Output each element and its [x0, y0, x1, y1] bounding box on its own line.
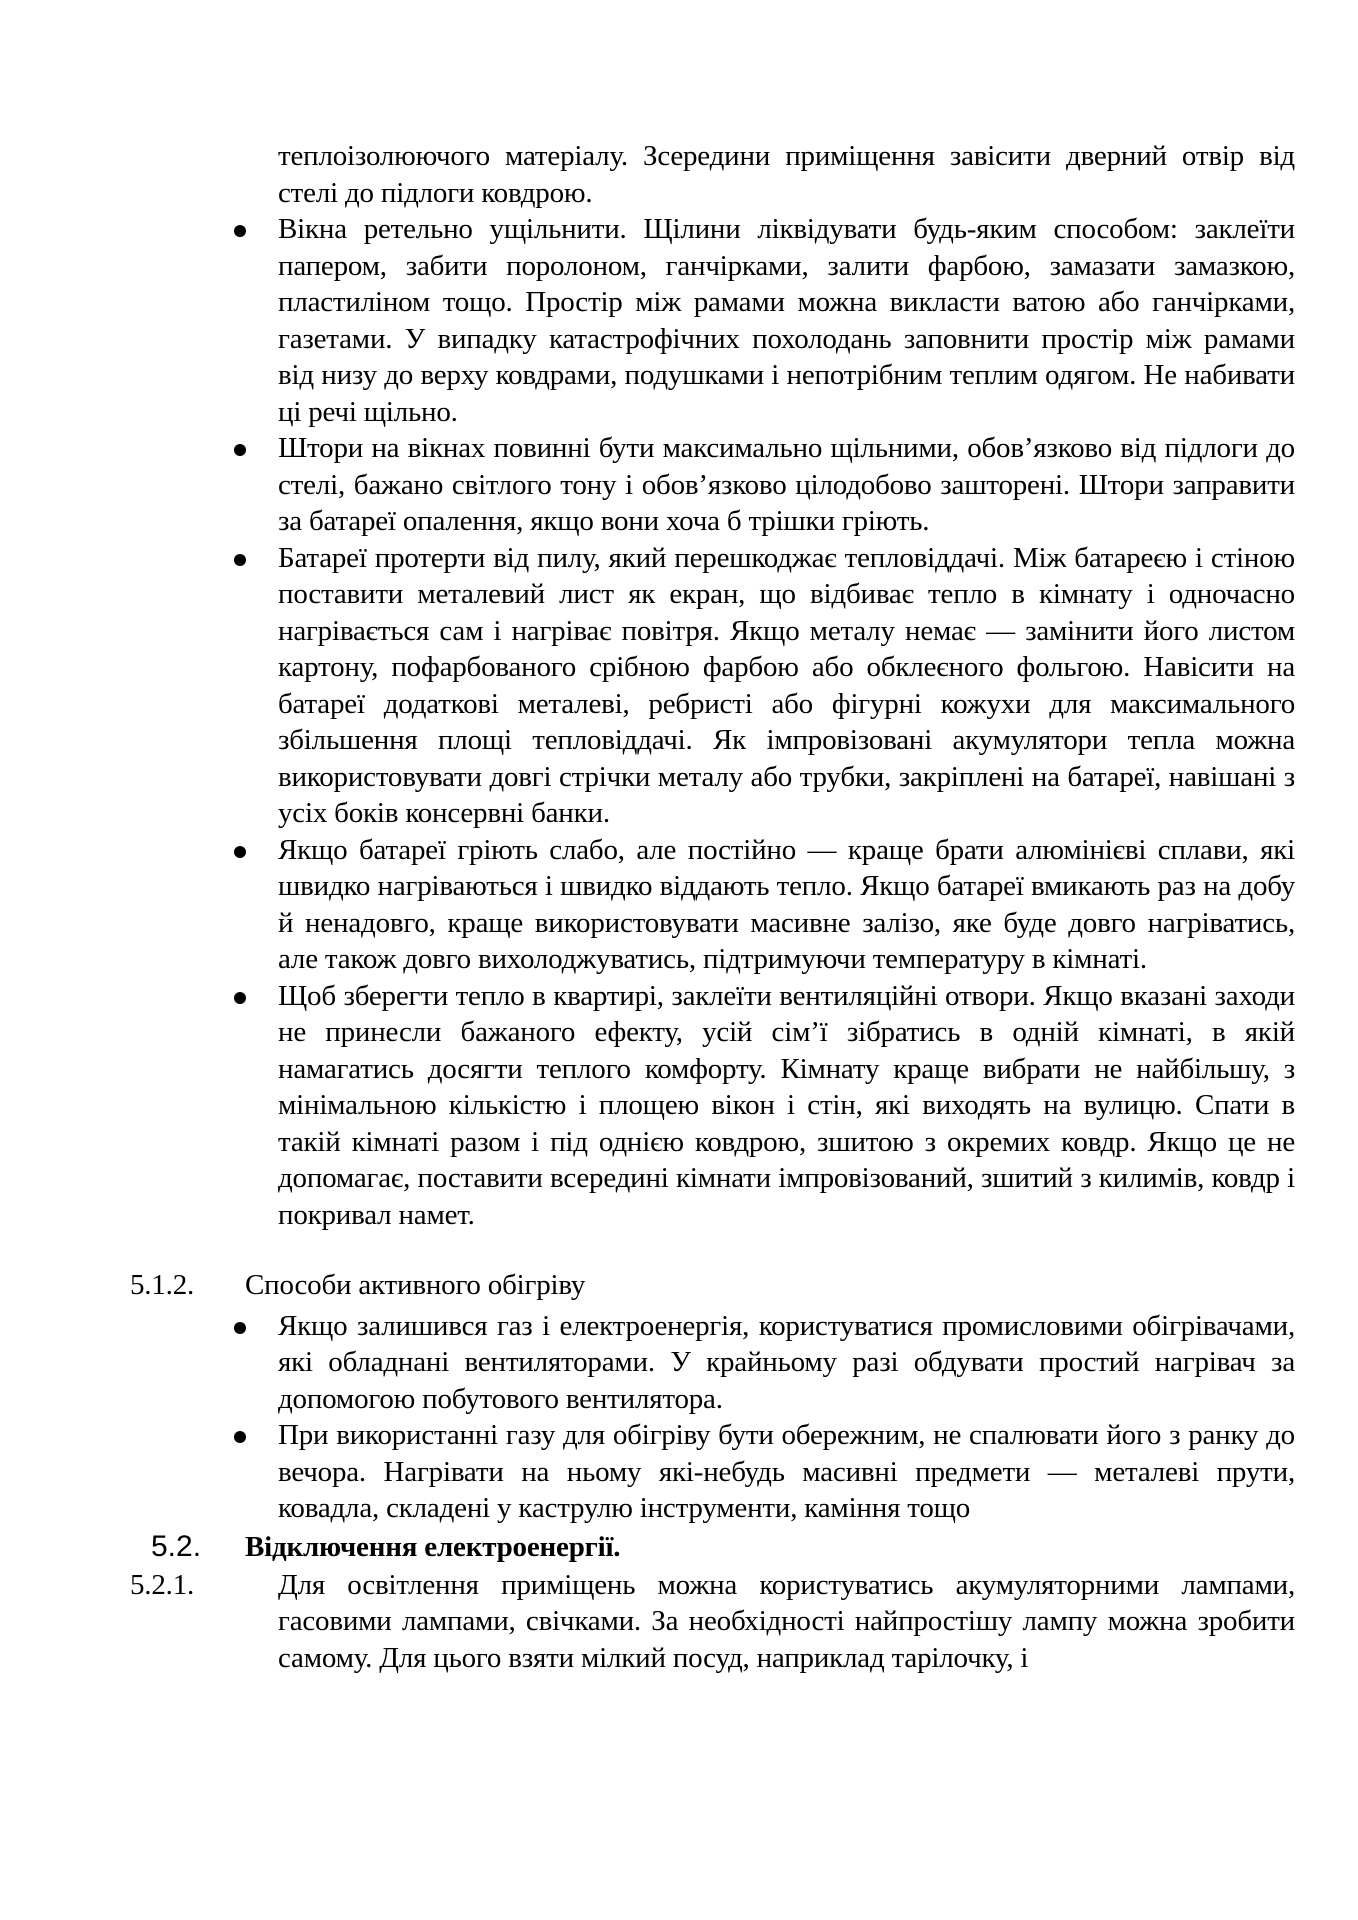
bullet-icon	[234, 992, 246, 1004]
bullet-text: Щоб зберегти тепло в квартирі, заклеїти вентиляційні отвори. Якщо вказані заходи не принесли бажаного ефекту, усій сім’ї зібратись в одній кімнаті, в якій намагатись досягти теплого комфорту. Кімнату краще вибрати не найбільшу, з мінімальною кількістю і площею вікон і стін, які виходять на вулицю. Спати в такій кімнаті разом і під однією ковдрою, зшитою з окремих ковдр. Якщо це не допомагає, поставити всередині кімнати імпровізований, зшитий з килимів, ковдр і покривал намет.	[278, 979, 1295, 1231]
bullet-icon	[234, 1431, 246, 1443]
bullet-icon	[234, 846, 246, 858]
bullet-item	[278, 832, 1295, 978]
bullet-item	[278, 430, 1295, 540]
bullet-text: Штори на вікнах повинні бути максимально щільними, обов’язково від підлоги до стелі, бажано світлого тону і обов’язково цілодобово зашторені. Штори заправити за батареї опалення, якщо вони хоча б трішки гріють.	[278, 432, 1295, 537]
section-heading-5-1-2	[130, 1267, 1295, 1304]
bullet-item	[278, 1417, 1295, 1527]
bullet-text: Якщо залишився газ і електроенергія, користуватися промисловими обігрівачами, які обладнані вентиляторами. У крайньому разі обдувати простий нагрівач за допомогою побутового вентилятора.	[278, 1309, 1295, 1415]
bullet-icon	[234, 554, 246, 566]
bullet-item	[278, 211, 1295, 430]
paragraph-text: Для освітлення приміщень можна користуватись акумуляторними лампами, гасовими лампами, свічками. За необхідності найпростішу лампу можна зробити самому. Для цього взяти мілкий посуд, наприклад тарілочку, і	[278, 1568, 1295, 1674]
section-number: 5.1.2.	[130, 1269, 195, 1301]
bullet-item	[278, 540, 1295, 832]
section-number: 5.2.1.	[130, 1568, 195, 1601]
paragraph-continuation	[278, 138, 1295, 211]
bullet-text: При використанні газу для обігріву бути обережним, не спалювати його з ранку до вечора. Нагрівати на ньому які-небудь масивні предмети — металеві прути, ковадла, складені у каструлю інструменти, каміння тощо	[278, 1419, 1295, 1524]
section-title: Способи активного обігріву	[245, 1269, 586, 1301]
bullet-item	[278, 978, 1295, 1234]
bullet-text: Якщо батареї гріють слабо, але постійно — краще брати алюмінієві сплави, які швидко нагріваються і швидко віддають тепло. Якщо батареї вмикають раз на добу й ненадовго, краще використовувати масивне залізо, яке буде довго нагріватись, але також довго вихолоджуватись, підтримуючи температуру в кімнаті.	[278, 833, 1295, 975]
bullet-text: Батареї протерти від пилу, який перешкоджає тепловіддачі. Між батареєю і стіною поставити металевий лист як екран, що відбиває тепло в кімнату і одночасно нагрівається сам і нагріває повітря. Якщо металу немає — замінити його листом картону, пофарбованого срібною фарбою або обклеєного фольгою. Навісити на батареї додаткові металеві, ребристі або фігурні кожухи для максимального збільшення площі тепловіддачі. Як імпровізовані акумулятори тепла можна використовувати довгі стрічки металу або трубки, закріплені на батареї, навішані з усіх боків консервні банки.	[278, 541, 1295, 829]
bullet-icon	[234, 225, 246, 237]
bullet-text: Вікна ретельно ущільнити. Щілини ліквідувати будь-яким способом: заклеїти папером, забити поролоном, ганчірками, залити фарбою, замазати замазкою, пластиліном тощо. Простір між рамами можна викласти ватою або ганчірками, газетами. У випадку катастрофічних похолодань заповнити простір між рамами від низу до верху ковдрами, подушками і непотрібним теплим одягом. Не набивати ці речі щільно.	[278, 213, 1295, 428]
bullet-icon	[234, 444, 246, 456]
bullet-item	[278, 1308, 1295, 1418]
section-title: Відключення електроенергії.	[245, 1530, 621, 1563]
numbered-paragraph-5-2-1	[130, 1567, 1295, 1677]
section-number: 5.2.	[151, 1529, 202, 1563]
paragraph-text: теплоізолюючого матеріалу. Зсередини приміщення завісити дверний отвір від стелі до підлоги ковдрою.	[278, 140, 1295, 209]
page-content	[130, 138, 1295, 1676]
bullet-icon	[234, 1322, 246, 1334]
section-heading-5-2	[151, 1527, 1295, 1567]
